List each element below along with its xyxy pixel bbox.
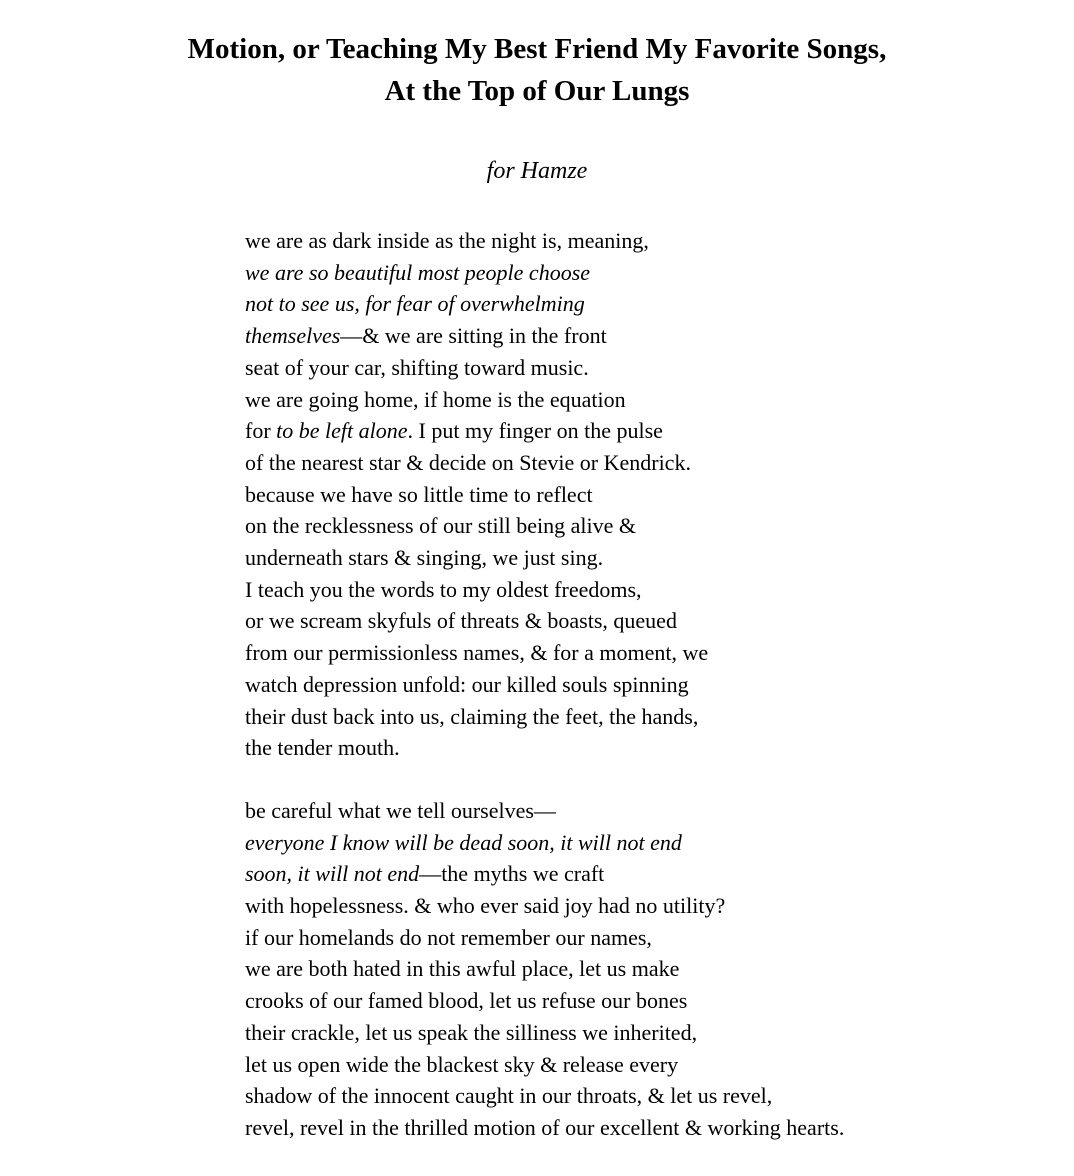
poem-line-segment: on the recklessness of our still being alive & (245, 513, 637, 539)
poem-line-segment: underneath stars & singing, we just sing. (245, 545, 604, 571)
poem-line-segment: —& we are sitting in the front (340, 323, 607, 349)
poem-line-segment: of the nearest star & decide on Stevie or Kendrick. (245, 449, 691, 475)
poem-line (245, 1049, 994, 1081)
poem-line (245, 890, 994, 922)
poem-stanza (245, 225, 994, 764)
poem-line-segment: for (245, 418, 277, 444)
poem-line-segment: —the myths we craft (419, 861, 605, 887)
poem-line (245, 257, 994, 289)
poem-line-segment: because we have so little time to reflect (245, 481, 593, 507)
poem-line (245, 447, 994, 479)
poem-line-segment: I teach you the words to my oldest freedoms, (245, 576, 642, 602)
poem-line-segment: we are both hated in this awful place, let us make (245, 956, 680, 982)
poem-line (245, 1080, 994, 1112)
poem-line-segment: . I put my finger on the pulse (407, 418, 663, 444)
poem-line (245, 415, 994, 447)
poem-line-segment: shadow of the innocent caught in our throats, & let us revel, (245, 1083, 773, 1109)
poem-line-segment: if our homelands do not remember our names, (245, 924, 652, 950)
poem-line-segment: we are as dark inside as the night is, meaning, (245, 228, 649, 253)
poem-line (245, 1112, 994, 1144)
poem-line (245, 320, 994, 352)
poem-line-segment: from our permissionless names, & for a moment, we (245, 640, 709, 666)
poem-title-line1: Motion, or Teaching My Best Friend My Favorite Songs, (187, 33, 887, 65)
poem-title-line2: At the Top of Our Lungs (384, 75, 690, 107)
poem-line-segment-italic: to be left alone (276, 418, 408, 444)
poem-line-segment: seat of your car, shifting toward music. (245, 354, 589, 380)
poem-title (0, 0, 1074, 112)
poem-line (245, 637, 994, 669)
poem-line (245, 605, 994, 637)
poem-line-segment-italic: we are so beautiful most people choose (245, 259, 591, 285)
poem-line (245, 479, 994, 511)
poem-line-segment: we are going home, if home is the equation (245, 386, 626, 412)
poem-line (245, 858, 994, 890)
poem-line-segment: their dust back into us, claiming the feet, the hands, (245, 703, 699, 729)
poem-line (245, 574, 994, 606)
poem-line (245, 985, 994, 1017)
poem-line (245, 795, 994, 827)
poem-line (245, 1017, 994, 1049)
poem-line (245, 225, 994, 257)
poem-line-segment: revel, revel in the thrilled motion of our excellent & working hearts. (245, 1114, 845, 1140)
poem-line-segment: let us open wide the blackest sky & release every (245, 1051, 679, 1077)
poem-line (245, 352, 994, 384)
poem-line-segment: with hopelessness. & who ever said joy had no utility? (245, 893, 726, 919)
poem-line-segment: or we scream skyfuls of threats & boasts, queued (245, 608, 677, 634)
poem-line (245, 827, 994, 859)
poem-line (245, 922, 994, 954)
poem-body (245, 225, 994, 1144)
poem-line-segment-italic: soon, it will not end (245, 861, 420, 887)
poem-line (245, 384, 994, 416)
poem-line (245, 288, 994, 320)
poem-line-segment: crooks of our famed blood, let us refuse our bones (245, 988, 688, 1014)
poem-stanza (245, 795, 994, 1144)
poem-line (245, 542, 994, 574)
poem-line-segment-italic: themselves (245, 323, 341, 349)
poem-line (245, 669, 994, 701)
poem-line (245, 953, 994, 985)
poem-line (245, 732, 994, 764)
poem-line-segment: watch depression unfold: our killed souls spinning (245, 671, 689, 697)
poem-line-segment: their crackle, let us speak the silliness we inherited, (245, 1019, 698, 1045)
poem-line (245, 701, 994, 733)
poem-line-segment-italic: everyone I know will be dead soon, it will not end (245, 829, 682, 855)
poem-line-segment: the tender mouth. (245, 735, 400, 761)
poem-line-segment: be careful what we tell ourselves— (245, 797, 556, 823)
poem-dedication: for Hamze (486, 158, 588, 184)
poem-line-segment-italic: not to see us, for fear of overwhelming (245, 291, 585, 317)
poem-line (245, 510, 994, 542)
